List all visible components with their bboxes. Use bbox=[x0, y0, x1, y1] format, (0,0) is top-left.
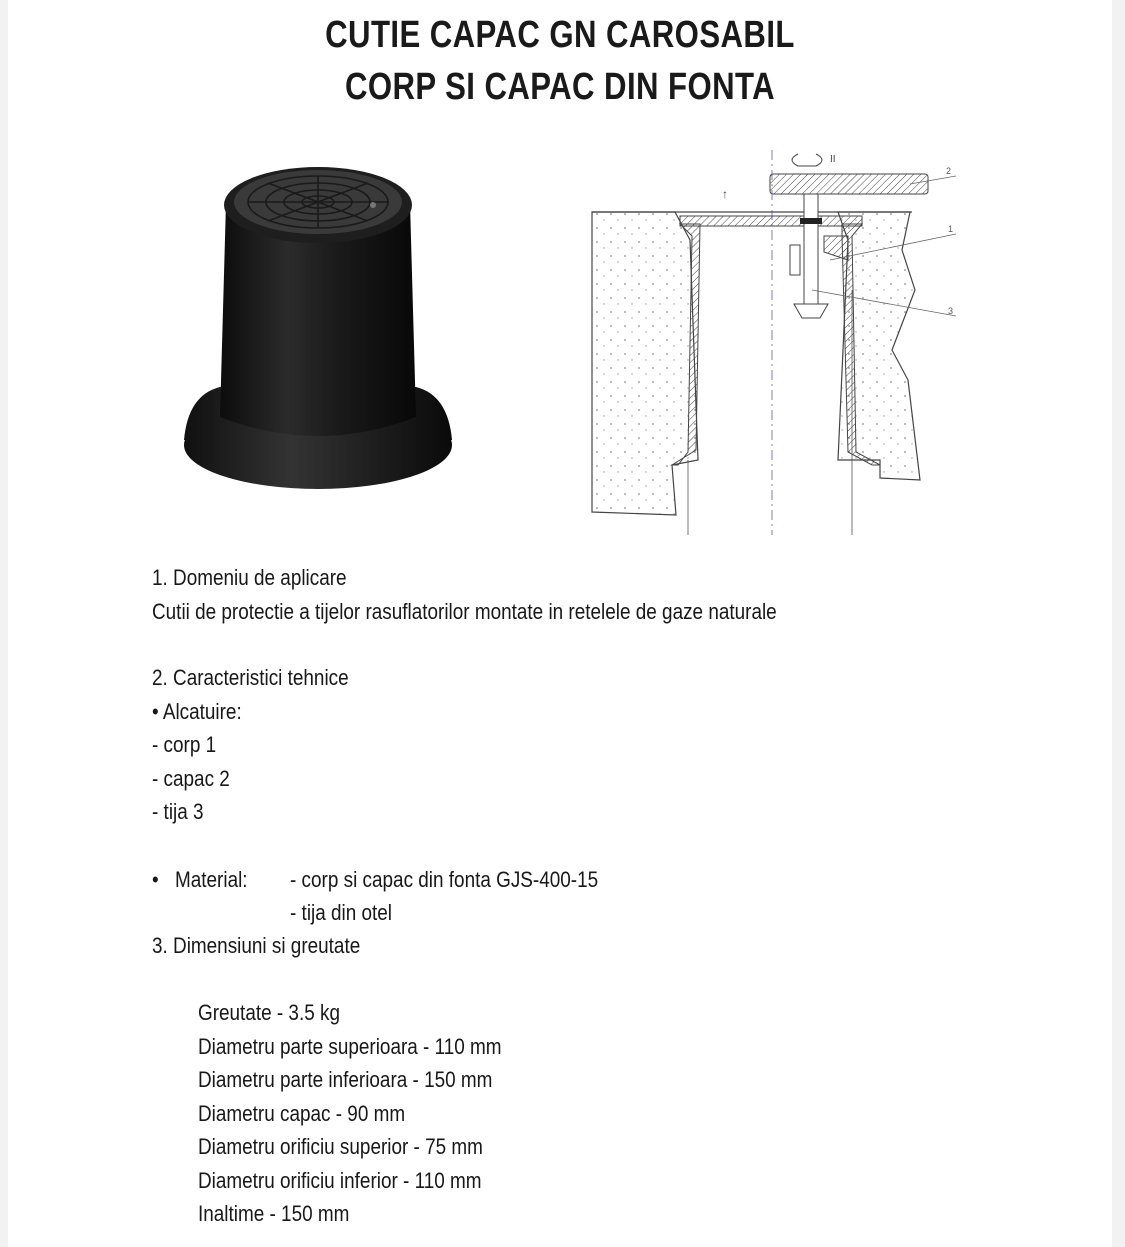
material-line: - corp si capac din fonta GJS-400-15 bbox=[290, 867, 599, 892]
svg-text:↑: ↑ bbox=[722, 187, 728, 201]
spec-item: Greutate - 3.5 kg bbox=[198, 1000, 340, 1025]
title-line-1: CUTIE CAPAC GN CAROSABIL bbox=[325, 14, 795, 56]
part-item: - corp 1 bbox=[152, 732, 217, 757]
section3-heading: 3. Dimensiuni si greutate bbox=[152, 933, 361, 958]
part-item: - tija 3 bbox=[152, 799, 204, 824]
spec-item: Inaltime - 150 mm bbox=[198, 1201, 350, 1226]
diagram-label-2: 2 bbox=[946, 166, 952, 176]
title-line-2: CORP SI CAPAC DIN FONTA bbox=[344, 66, 776, 108]
spec-item: Diametru parte inferioara - 150 mm bbox=[198, 1067, 493, 1092]
spec-item: Diametru orificiu inferior - 110 mm bbox=[198, 1168, 482, 1193]
diagram-label-1: 1 bbox=[948, 224, 954, 234]
product-photo bbox=[168, 155, 468, 500]
svg-text:II: II bbox=[830, 154, 836, 165]
material-bullet: • bbox=[152, 867, 159, 892]
spec-item: Diametru parte superioara - 110 mm bbox=[198, 1034, 502, 1059]
material-line: - tija din otel bbox=[290, 900, 393, 925]
spec-item: Diametru capac - 90 mm bbox=[198, 1101, 406, 1126]
spec-item: Diametru orificiu superior - 75 mm bbox=[198, 1134, 483, 1159]
section1-body: Cutii de protectie a tijelor rasuflatorilor montate in retelele de gaze naturale bbox=[152, 599, 777, 624]
material-label: Material: bbox=[175, 867, 248, 892]
alcatuire-label: • Alcatuire: bbox=[152, 699, 242, 724]
part-item: - capac 2 bbox=[152, 766, 230, 791]
section2-heading: 2. Caracteristici tehnice bbox=[152, 665, 349, 690]
cross-section-diagram bbox=[580, 140, 960, 540]
section1-heading: 1. Domeniu de aplicare bbox=[152, 565, 347, 590]
page bbox=[8, 0, 1112, 1247]
diagram-label-3: 3 bbox=[948, 306, 954, 316]
